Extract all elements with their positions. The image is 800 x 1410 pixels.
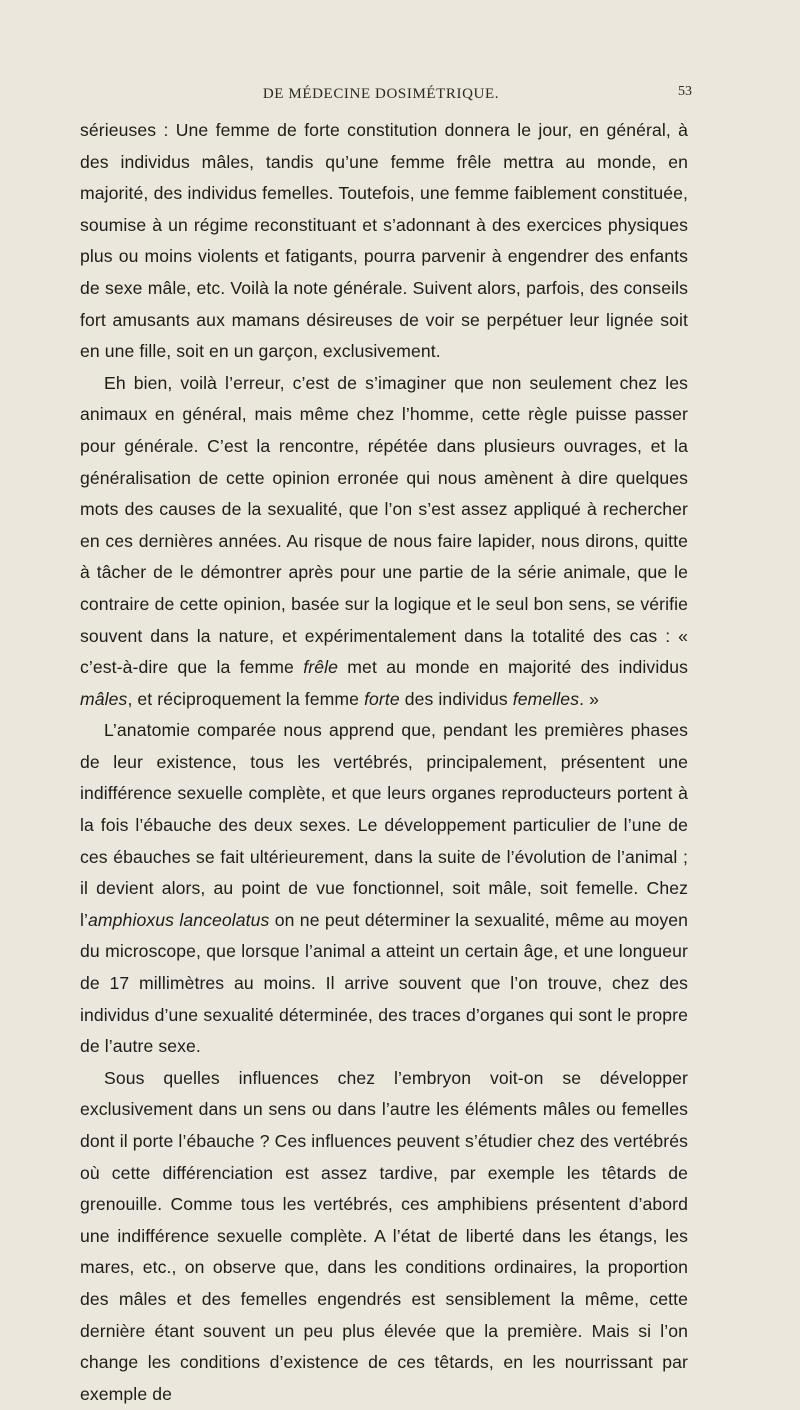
text-run: on ne peut déterminer la sexualité, même au moyen du microscope, que lorsque l’animal a atteint un certain âge, et une longueur de 17 millimètres au moins. Il arrive souvent que l’on trouve, chez des individus d’une sexualité déterminée, des traces d’organes qui sont le propre de l’autre sexe. <box>80 909 688 1057</box>
italic-text: frêle <box>303 657 338 678</box>
text-run: , et réciproquement la femme <box>127 688 365 709</box>
italic-text: amphioxus lanceolatus <box>88 909 270 930</box>
text-run: Sous quelles influences chez l’embryon voit-on se développer exclusivement dans un sens ou dans l’autre les éléments mâles ou femelles dont il porte l’ébauche ? Ces influences peuvent s’étudier chez des vertébrés où cette différenciation est assez tardive, par exemple les têtards de grenouille. Comme tous les vertébrés, ces amphibiens présentent d’abord une indifférence sexuelle complète. A l’état de liberté dans les étangs, les mares, etc., on observe que, dans les conditions ordinaires, la proportion des mâles et des femelles engendrés est sensiblement la même, cette dernière étant souvent un peu plus élevée que la première. Mais si l’on change les conditions d’existence de ces têtards, en les nourrissant par exemple de <box>80 1067 688 1404</box>
italic-text: mâles <box>80 688 128 709</box>
body-text <box>80 115 688 1410</box>
text-run: des individus <box>399 688 513 709</box>
text-run: sérieuses : Une femme de forte constitution donnera le jour, en général, à des individus mâles, tandis qu’une femme frêle mettra au monde, en majorité, des individus femelles. Toutefois, une femme faiblement constituée, soumise à un régime reconstituant et s’adonnant à des exercices physiques plus ou moins violents et fatigants, pourra parvenir à engendrer des enfants de sexe mâle, etc. Voilà la note générale. Suivent alors, parfois, des conseils fort amusants aux mamans désireuses de voir se perpétuer leur lignée soit en une fille, soit en un garçon, exclusivement. <box>80 120 688 362</box>
running-title: DE MÉDECINE DOSIMÉTRIQUE. <box>262 86 500 102</box>
text-run: . » <box>579 688 599 709</box>
paragraph <box>80 368 688 716</box>
paragraph <box>80 715 688 1063</box>
italic-text: forte <box>364 688 400 709</box>
text-run: met au monde en majorité des individus <box>338 657 688 678</box>
text-run: L’anatomie comparée nous apprend que, pendant les premières phases de leur existence, tous les vertébrés, principalement, présentent une indifférence sexuelle complète, et que leurs organes reproducteurs portent à la fois l’ébauche des deux sexes. Le développement particulier de l’une de ces ébauches se fait ultérieurement, dans la suite de l’évolution de l’animal ; il devient alors, au point de vue fonctionnel, soit mâle, soit femelle. Chez l’ <box>80 720 688 930</box>
text-run: Eh bien, voilà l’erreur, c’est de s’imaginer que non seulement chez les animaux en général, mais même chez l’homme, cette règle puisse passer pour générale. C’est la rencontre, répétée dans plusieurs ouvrages, et la généralisation de cette opinion erronée qui nous amènent à dire quelques mots des causes de la sexualité, que l’on s’est assez appliqué à rechercher en ces dernières années. Au risque de nous faire lapider, nous dirons, quitte à tâcher de le démontrer après pour une partie de la série animale, que le contraire de cette opinion, basée sur la logique et le seul bon sens, se vérifie souvent dans la nature, et expérimentalement dans la totalité des cas : « c’est-à-dire que la femme <box>80 372 688 678</box>
paragraph <box>80 115 688 368</box>
running-head <box>80 84 692 108</box>
page-number: 53 <box>678 84 692 99</box>
paragraph <box>80 1063 688 1410</box>
italic-text: femelles <box>512 688 580 709</box>
